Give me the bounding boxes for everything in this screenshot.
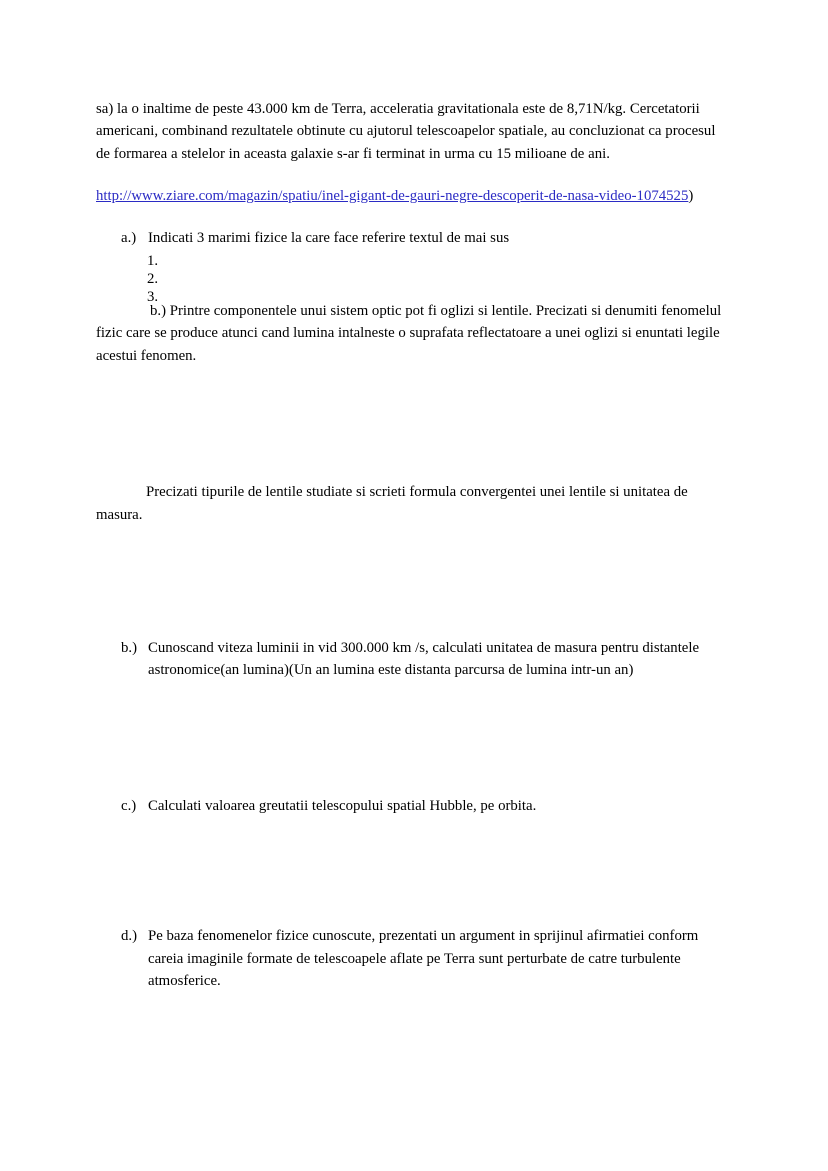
spacer-answer-area-c (96, 817, 726, 925)
spacer-answer-area-lenses (96, 526, 726, 637)
question-c-marker: c.) (121, 797, 137, 814)
spacer-after-intro (96, 165, 726, 185)
spacer-slot-2-3 (96, 268, 726, 286)
spacer-slot-1-2 (96, 250, 726, 268)
intro-paragraph: sa) la o inaltime de peste 43.000 km de Terra, acceleratia gravitationala este de 8,71N/kg. Cercetatorii americani, combinand rezultatele obtinute cu ajutorul telescoapelor spatiale, au concluzionat ca procesul de formarea a stelelor in aceasta galaxie s-ar fi terminat in urma cu 15 milioane de ani. (96, 101, 716, 162)
spacer-after-link (96, 208, 726, 227)
spacer-answer-area-optics (96, 367, 726, 481)
spacer-before-qb-optics (96, 286, 726, 300)
question-c (96, 795, 726, 817)
source-link-paragraph (96, 185, 726, 207)
document-body (96, 98, 726, 993)
question-b-light-marker: b.) (121, 640, 138, 657)
spacer-answer-area-light (96, 682, 726, 795)
question-a-marker: a.) (121, 229, 137, 246)
question-c-text: Calculati valoarea greutatii telescopului spatial Hubble, pe orbita. (148, 797, 537, 814)
answer-slot-1-marker: 1. (147, 253, 159, 270)
question-a-text: Indicati 3 marimi fizice la care face referire textul de mai sus (148, 229, 510, 246)
answer-slot-3-marker: 3. (147, 289, 159, 306)
question-a (96, 227, 726, 249)
answer-slot-2-marker: 2. (147, 271, 159, 288)
question-b-optics (96, 300, 726, 367)
question-d-text: Pe baza fenomenelor fizice cunoscute, prezentati un argument in sprijinul afirmatiei conform careia imaginile formate de telescoapele aflate pe Terra sunt perturbate de catre turbulente atmosferice. (148, 928, 699, 990)
question-b-optics-marker: b.) (150, 303, 167, 320)
source-url-link[interactable]: http://www.ziare.com/magazin/spatiu/inel-gigant-de-gauri-negre-descoperit-de-nasa-video-1074525 (96, 188, 689, 205)
lenses-paragraph: Precizati tipurile de lentile studiate si scrieti formula convergentei unei lentile si unitatea de masura. (96, 484, 688, 523)
question-b-light-text: Cunoscand viteza luminii in vid 300.000 km /s, calculati unitatea de masura pentru distantele astronomice(an lumina)(Un an lumina este distanta parcursa de lumina intr-un an) (148, 640, 700, 679)
question-d (96, 925, 726, 992)
question-b-light (96, 637, 726, 682)
question-d-marker: d.) (121, 928, 138, 945)
source-link-closing-paren: ) (688, 188, 694, 205)
question-b-optics-text: Printre componentele unui sistem optic pot fi oglizi si lentile. Precizati si denumiti fenomelul fizic care se produce atunci cand lumina intalneste o suprafata reflectatoare a unei oglizi si enuntati legile acestui fenomen. (96, 303, 722, 364)
